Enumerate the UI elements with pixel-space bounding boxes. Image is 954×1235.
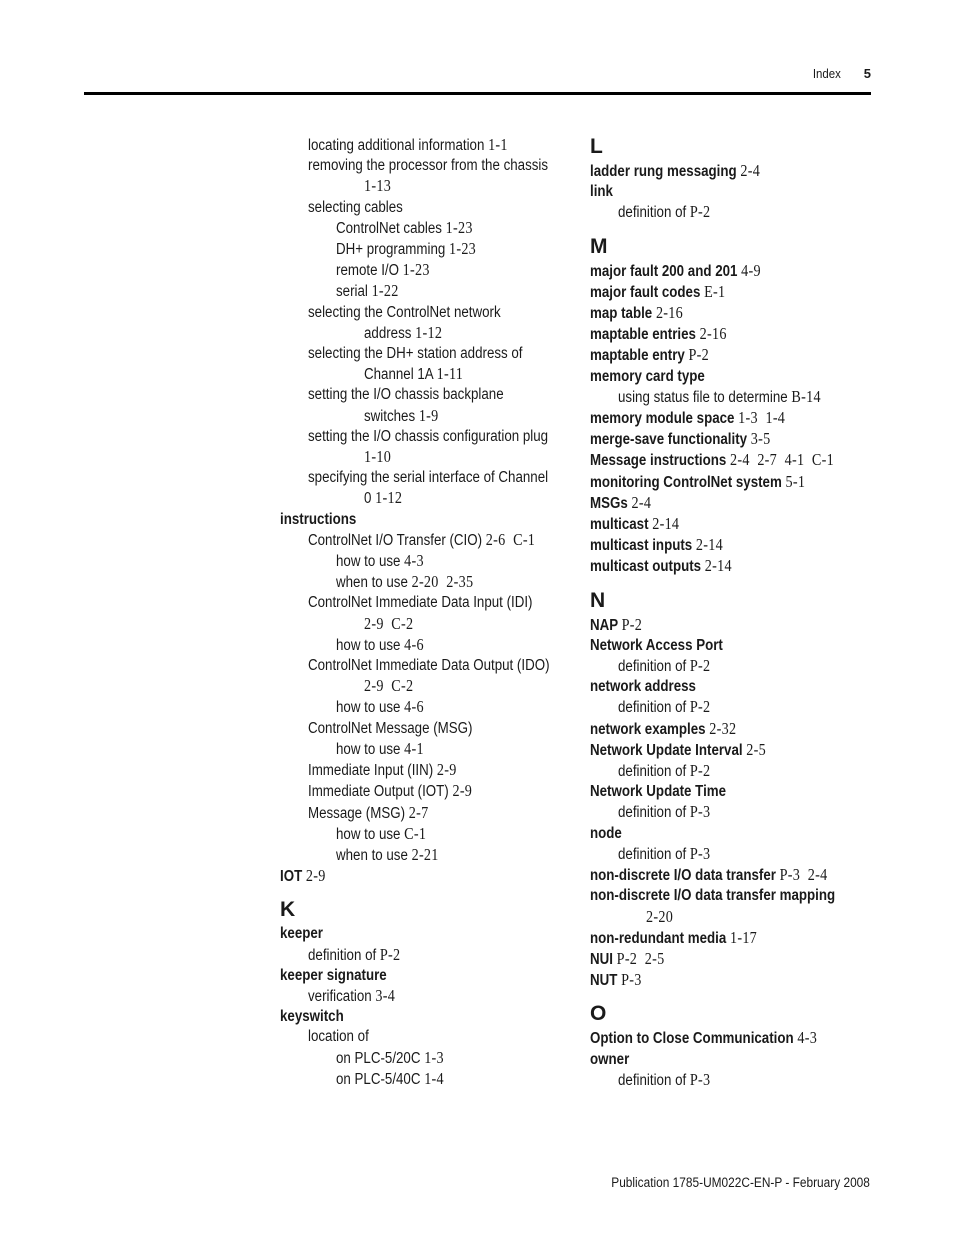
index-entry	[590, 782, 890, 802]
index-term: setting the I/O chassis configuration plug	[308, 427, 549, 445]
page-reference: 2-4	[631, 492, 652, 512]
index-entry	[590, 535, 890, 556]
index-term: address	[364, 324, 412, 342]
page-reference: E-1	[704, 281, 726, 301]
index-entry	[590, 556, 890, 577]
index-term: monitoring ControlNet system	[590, 473, 782, 491]
page-reference: 3-4	[375, 985, 396, 1005]
index-column-right	[590, 135, 890, 1091]
index-subentry	[280, 156, 570, 176]
page-reference: C-1	[404, 823, 427, 843]
index-subentry	[590, 761, 890, 782]
index-term: Option to Close Communication	[590, 1030, 794, 1048]
index-term: non-discrete I/O data transfer	[590, 867, 776, 885]
index-entry-continuation	[280, 176, 570, 197]
index-term: keeper	[280, 925, 323, 943]
index-term: definition of	[618, 845, 687, 863]
index-entry	[590, 367, 890, 387]
index-term: non-discrete I/O data transfer mapping	[590, 887, 836, 905]
index-subentry	[590, 387, 890, 408]
index-term: merge-save functionality	[590, 431, 748, 449]
index-section-letter: O	[590, 1002, 607, 1026]
index-section-letter: K	[280, 898, 296, 922]
index-term: ControlNet Message (MSG)	[308, 719, 473, 737]
index-entry-continuation	[280, 676, 570, 697]
page-reference: 2-6 C-1	[485, 529, 536, 549]
index-term: memory module space	[590, 410, 735, 428]
index-entry	[590, 429, 890, 450]
index-entry	[280, 966, 570, 986]
index-entry-continuation	[280, 364, 570, 385]
index-entry-continuation	[280, 447, 570, 468]
index-entry	[590, 472, 890, 493]
index-subentry	[280, 697, 570, 718]
index-term: location of	[308, 1028, 369, 1046]
index-term: memory card type	[590, 367, 705, 385]
page-reference: 2-7	[408, 802, 429, 822]
index-section-letter: L	[590, 135, 603, 158]
index-term: removing the processor from the chassis	[308, 157, 549, 175]
index-term: on PLC-5/40C	[336, 1070, 421, 1088]
index-term: maptable entry	[590, 347, 685, 365]
page-reference: 2-9	[305, 866, 326, 886]
page-reference: 1-22	[371, 281, 399, 301]
index-subentry	[280, 635, 570, 656]
index-term: definition of	[618, 763, 687, 781]
page-reference: 1-23	[448, 239, 477, 259]
index-subentry	[280, 593, 570, 613]
index-term: definition of	[618, 804, 687, 822]
index-subentry	[280, 218, 570, 239]
index-subentry	[590, 202, 890, 223]
index-subentry	[280, 845, 570, 866]
index-term: NUI	[590, 950, 613, 968]
index-term: setting the I/O chassis backplane	[308, 386, 504, 404]
index-term: when to use	[336, 846, 408, 864]
index-entry	[590, 324, 890, 345]
header-section-label: Index	[813, 66, 841, 81]
index-subentry	[590, 802, 890, 823]
page-reference: P-3	[621, 970, 642, 990]
page-reference: 4-3	[404, 551, 424, 571]
index-subentry	[280, 760, 570, 781]
index-section-letter: M	[590, 234, 608, 258]
index-term: definition of	[308, 946, 377, 964]
index-term: definition of	[618, 1071, 687, 1089]
index-subentry	[280, 945, 570, 966]
index-entry	[590, 865, 890, 886]
page-reference: 4-1	[404, 738, 424, 758]
index-entry	[590, 303, 890, 324]
page-reference: 1-23	[402, 260, 430, 280]
index-subentry	[590, 656, 890, 677]
index-subentry	[590, 1070, 890, 1091]
page-reference: 1-4	[424, 1068, 444, 1088]
index-entry	[590, 928, 890, 949]
page-reference: B-14	[791, 386, 821, 406]
page-reference: 2-5	[746, 739, 767, 759]
index-subentry	[590, 697, 890, 718]
index-term: on PLC-5/20C	[336, 1049, 421, 1067]
page-reference: 4-3	[797, 1028, 818, 1048]
index-subentry	[280, 239, 570, 260]
index-entry	[590, 636, 890, 656]
page-reference: P-2	[688, 345, 710, 365]
index-subentry	[280, 385, 570, 405]
page-reference: 2-20	[646, 906, 674, 926]
index-term: link	[590, 183, 613, 201]
page-reference: 2-9	[452, 781, 473, 801]
index-term: instructions	[280, 510, 357, 528]
page-reference: 1-9	[418, 405, 439, 425]
index-subentry	[280, 739, 570, 760]
index-term: major fault codes	[590, 283, 701, 301]
index-entry	[280, 510, 570, 530]
index-term: maptable entries	[590, 326, 696, 344]
page-reference: 1-3	[424, 1047, 444, 1067]
page-reference: P-3	[689, 843, 711, 863]
index-entry-continuation	[590, 907, 890, 928]
page-header	[84, 66, 871, 95]
index-term: how to use	[336, 740, 401, 758]
index-section-letter: N	[590, 588, 606, 612]
index-column-left	[280, 135, 570, 1090]
index-subentry	[280, 427, 570, 447]
index-term: map table	[590, 305, 653, 323]
index-term: network examples	[590, 720, 706, 738]
index-entry-continuation	[280, 488, 570, 509]
index-subentry	[280, 781, 570, 802]
page-reference: 2-14	[704, 556, 732, 576]
page-reference: 1-3 1-4	[738, 408, 786, 428]
index-term: when to use	[336, 574, 408, 592]
index-term: MSGs	[590, 494, 628, 512]
index-term: ControlNet Immediate Data Output (IDO)	[308, 657, 550, 675]
index-subentry	[280, 303, 570, 323]
index-entry	[590, 615, 890, 636]
page-reference: 1-17	[729, 927, 758, 947]
page-reference: P-2	[689, 761, 711, 781]
page-reference: 1-1	[488, 135, 508, 154]
index-entry	[590, 261, 890, 282]
index-entry	[280, 1007, 570, 1027]
index-subentry	[280, 803, 570, 824]
index-subentry	[280, 572, 570, 593]
header-page-number: 5	[863, 66, 871, 81]
index-entry	[590, 514, 890, 535]
index-term: Message (MSG)	[308, 804, 406, 822]
index-term: specifying the serial interface of Channel	[308, 469, 549, 487]
index-entry	[590, 949, 890, 970]
index-term: Immediate Output (IOT)	[308, 783, 449, 801]
index-entry	[590, 345, 890, 366]
index-term: multicast inputs	[590, 537, 693, 555]
index-term: Network Update Interval	[590, 741, 743, 759]
page-reference: P-2	[689, 656, 711, 676]
page-reference: 1-13	[364, 176, 392, 196]
index-entry	[590, 408, 890, 429]
index-term: multicast	[590, 516, 649, 534]
index-entry	[590, 282, 890, 303]
index-term: definition of	[618, 699, 687, 717]
index-entry	[590, 1050, 890, 1070]
index-entry	[590, 824, 890, 844]
index-term: network address	[590, 678, 696, 696]
index-subentry	[280, 1048, 570, 1069]
page-reference: 1-23	[445, 217, 473, 237]
index-term: DH+ programming	[336, 241, 446, 259]
index-term: owner	[590, 1050, 630, 1068]
index-subentry	[280, 1069, 570, 1090]
index-term: how to use	[336, 699, 401, 717]
index-term: serial	[336, 283, 368, 301]
index-term: how to use	[336, 553, 401, 571]
index-term: node	[590, 824, 622, 842]
page-reference: 2-9	[436, 760, 457, 780]
page-reference: 5-1	[785, 471, 806, 491]
index-term: ControlNet I/O Transfer (CIO)	[308, 531, 483, 549]
page-reference: 2-14	[652, 514, 680, 534]
index-entry	[590, 740, 890, 761]
page-reference: P-2	[379, 944, 401, 964]
index-entry	[590, 182, 890, 202]
page-reference: P-2	[689, 697, 711, 717]
index-entry	[280, 924, 570, 944]
index-entry	[590, 677, 890, 697]
index-entry	[590, 719, 890, 740]
index-entry	[590, 1028, 890, 1049]
index-term: major fault 200 and 201	[590, 262, 738, 280]
page-reference: 1-11	[436, 364, 464, 384]
index-entry	[590, 970, 890, 991]
index-term: selecting the ControlNet network	[308, 303, 501, 321]
index-term: multicast outputs	[590, 558, 702, 576]
index-term: verification	[308, 987, 372, 1005]
index-term: ladder rung messaging	[590, 163, 737, 180]
publication-footer: Publication 1785-UM022C-EN-P - February 2008	[611, 1175, 870, 1190]
index-term: ControlNet Immediate Data Input (IDI)	[308, 594, 533, 612]
index-term: using status file to determine	[618, 388, 788, 406]
index-term: Network Access Port	[590, 636, 723, 654]
index-term: remote I/O	[336, 262, 399, 280]
page-reference: P-3	[689, 802, 711, 822]
index-subentry	[280, 135, 570, 156]
page-reference: 1-10	[364, 447, 392, 467]
index-term: NUT	[590, 972, 618, 990]
index-subentry	[280, 986, 570, 1007]
index-subentry	[280, 281, 570, 302]
index-term: IOT	[280, 868, 303, 886]
index-term: keeper signature	[280, 966, 387, 984]
index-term: locating additional information	[308, 137, 485, 154]
index-subentry	[280, 824, 570, 845]
index-term: Network Update Time	[590, 783, 727, 801]
page-reference: P-2	[621, 614, 643, 634]
index-subentry	[280, 260, 570, 281]
index-entry	[590, 450, 890, 471]
index-entry	[590, 161, 890, 182]
index-subentry	[280, 198, 570, 218]
page-reference: 2-20 2-35	[411, 572, 474, 592]
index-term: selecting the DH+ station address of	[308, 345, 523, 363]
page-reference: 2-4	[740, 161, 761, 180]
index-subentry	[280, 530, 570, 551]
page-reference: 2-32	[709, 718, 737, 738]
page-reference: 4-6	[404, 634, 424, 654]
page-reference: 2-9 C-2	[364, 676, 414, 696]
index-entry	[590, 886, 890, 906]
page-reference: 4-6	[404, 697, 424, 717]
index-entry	[590, 493, 890, 514]
page-reference: 3-5	[750, 429, 771, 449]
page-reference: 2-16	[655, 303, 683, 323]
index-term: non-redundant media	[590, 929, 727, 947]
page-reference: P-3 2-4	[779, 865, 828, 885]
index-term: how to use	[336, 636, 401, 654]
page-reference: 2-4 2-7 4-1 C-1	[730, 450, 834, 470]
index-subentry	[280, 344, 570, 364]
index-term: how to use	[336, 825, 401, 843]
index-subentry	[280, 1027, 570, 1047]
page-reference: 1-12	[375, 488, 403, 508]
index-subentry	[590, 844, 890, 865]
index-term: ControlNet cables	[336, 219, 442, 237]
page-reference: 2-9 C-2	[364, 613, 414, 633]
index-term: keyswitch	[280, 1008, 344, 1026]
page-reference: 2-16	[699, 324, 727, 344]
page-reference: P-2	[689, 202, 711, 222]
index-term: selecting cables	[308, 198, 403, 216]
index-term: NAP	[590, 616, 618, 634]
index-term: definition of	[618, 204, 687, 222]
index-subentry	[280, 551, 570, 572]
index-subentry	[280, 656, 570, 676]
index-entry	[280, 866, 570, 887]
index-entry-continuation	[280, 406, 570, 427]
index-term: switches	[364, 407, 416, 425]
index-entry-continuation	[280, 614, 570, 635]
page-reference: 1-12	[415, 322, 443, 342]
index-subentry	[280, 719, 570, 739]
index-subentry	[280, 468, 570, 488]
page-reference: 2-14	[695, 535, 723, 555]
index-term: Immediate Input (IIN)	[308, 762, 434, 780]
index-term: Message instructions	[590, 452, 727, 470]
page-reference: 4-9	[741, 260, 761, 280]
index-entry-continuation	[280, 323, 570, 344]
index-term: 0	[364, 490, 372, 508]
index-term: definition of	[618, 658, 687, 676]
index-term: Channel 1A	[364, 366, 433, 384]
page-reference: 2-21	[411, 844, 439, 864]
page-reference: P-2 2-5	[616, 948, 665, 968]
page-reference: P-3	[689, 1069, 711, 1089]
